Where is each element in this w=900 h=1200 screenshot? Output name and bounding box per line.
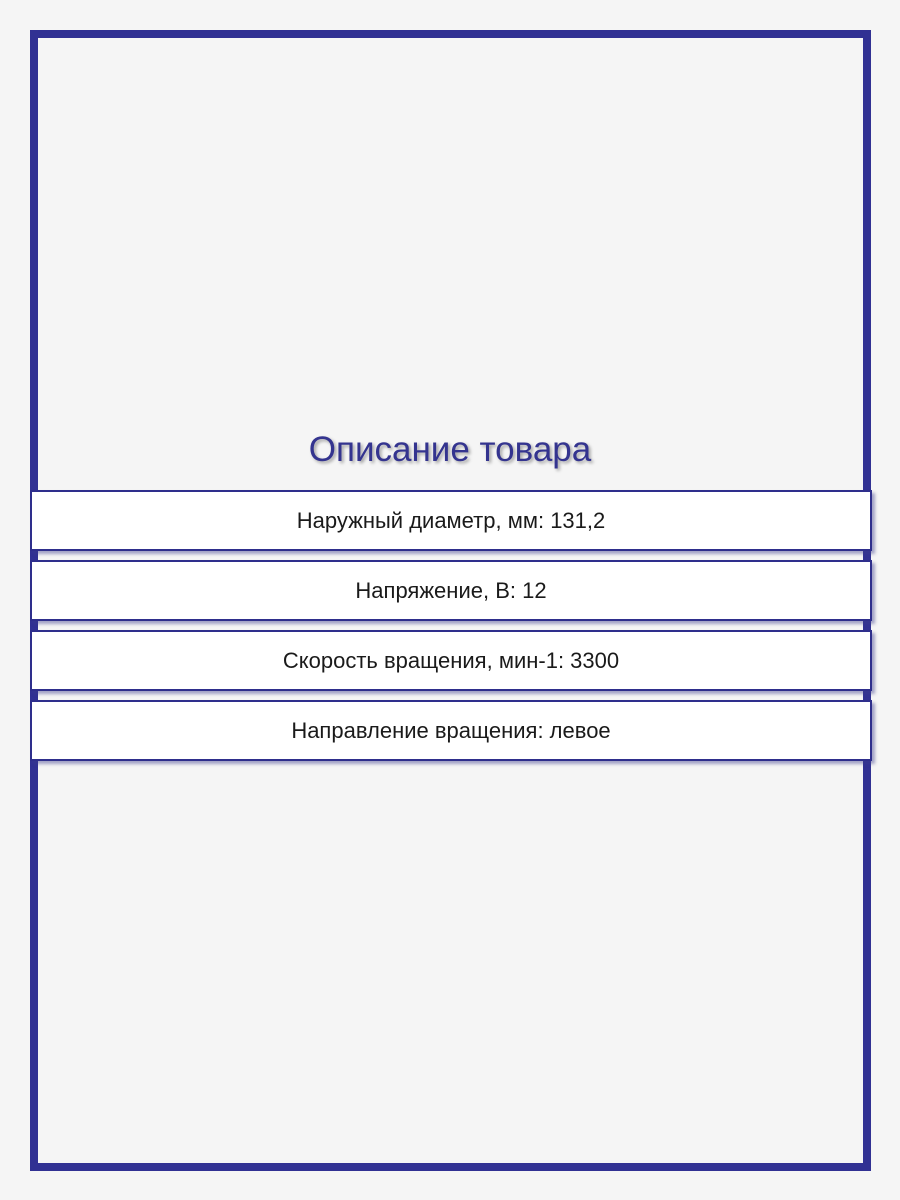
spec-row-rotation-direction: Направление вращения: левое [30, 700, 872, 761]
spec-row-rotation-speed: Скорость вращения, мин-1: 3300 [30, 630, 872, 691]
spec-row-outer-diameter: Наружный диаметр, мм: 131,2 [30, 490, 872, 551]
spec-list [30, 490, 872, 770]
spec-row-voltage: Напряжение, В: 12 [30, 560, 872, 621]
page-title: Описание товара [308, 430, 592, 469]
